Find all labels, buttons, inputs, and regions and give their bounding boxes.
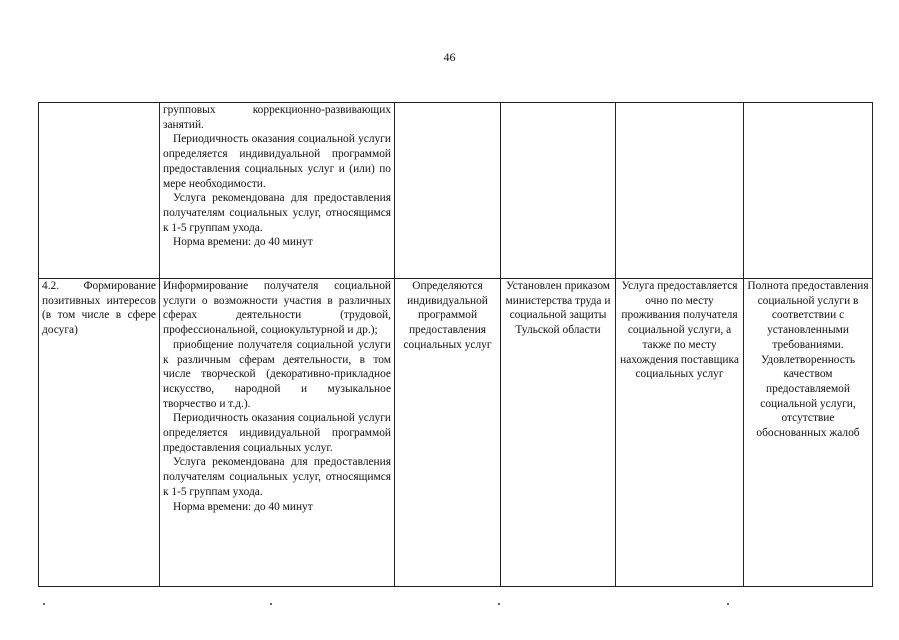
description-paragraph: групповых коррекционно-развивающих занятий. xyxy=(163,104,391,131)
conditions-cell xyxy=(616,279,744,587)
footer-marks xyxy=(0,603,899,613)
description-paragraph: Услуга рекомендована для предоставления получателям социальных услуг, относящимся к 1-5 группам ухода. xyxy=(163,192,391,234)
service-name-cell xyxy=(39,103,160,279)
quality-cell xyxy=(744,103,873,279)
description-paragraph: Информирование получателя социальной услуги о возможности участия в различных сферах деятельности (трудовой, профессиональной, социокультурной и др.); xyxy=(163,280,391,337)
description-paragraph: Норма времени: до 40 минут xyxy=(173,236,313,249)
tariff-text: Установлен приказом министерства труда и социальной защиты Тульской области xyxy=(505,280,611,337)
footer-mark xyxy=(270,603,272,605)
conditions-text: Услуга предоставляется очно по месту проживания получателя социальной услуги, а также по месту нахождения поставщика социальных услуг xyxy=(620,280,739,381)
tariff-cell xyxy=(501,103,616,279)
description-paragraph: Периодичность оказания социальной услуги определяется индивидуальной программой предоставления социальных услуг и (или) по мере необходимости. xyxy=(163,133,391,190)
service-name: 4.2. Формирование позитивных интересов (в том числе в сфере досуга) xyxy=(42,280,156,337)
page-number: 46 xyxy=(443,50,456,64)
footer-mark xyxy=(43,603,45,605)
description-paragraph: Услуга рекомендована для предоставления получателям социальных услуг, относящимся к 1-5 группам ухода. xyxy=(163,456,391,498)
conditions-cell xyxy=(616,103,744,279)
footer-mark xyxy=(727,603,729,605)
service-name-cell xyxy=(39,279,160,587)
volume-cell xyxy=(395,279,501,587)
description-paragraph: Норма времени: до 40 минут xyxy=(173,500,313,513)
quality-cell xyxy=(744,279,873,587)
table-row xyxy=(39,279,873,587)
table-row xyxy=(39,103,873,279)
volume-cell xyxy=(395,103,501,279)
tariff-cell xyxy=(501,279,616,587)
volume-text: Определяются индивидуальной программой предоставления социальных услуг xyxy=(403,280,492,351)
services-table xyxy=(38,102,873,587)
description-paragraph: приобщение получателя социальной услуги к различным сферам деятельности, в том числе творческой (декоративно-прикладное искусство, народной и музыкальное творчество и т.д.). xyxy=(163,338,391,410)
footer-mark xyxy=(498,603,500,605)
quality-text: Полнота предоставления социальной услуги в соответствии с установленными требованиями. Удовлетворенность качеством предоставляемой социальной услуги, отсутствие обоснованных жалоб xyxy=(747,280,869,440)
service-description-cell xyxy=(160,279,395,587)
description-paragraph: Периодичность оказания социальной услуги определяется индивидуальной программой предоставления социальных услуг. xyxy=(163,412,391,454)
service-description-cell xyxy=(160,103,395,279)
